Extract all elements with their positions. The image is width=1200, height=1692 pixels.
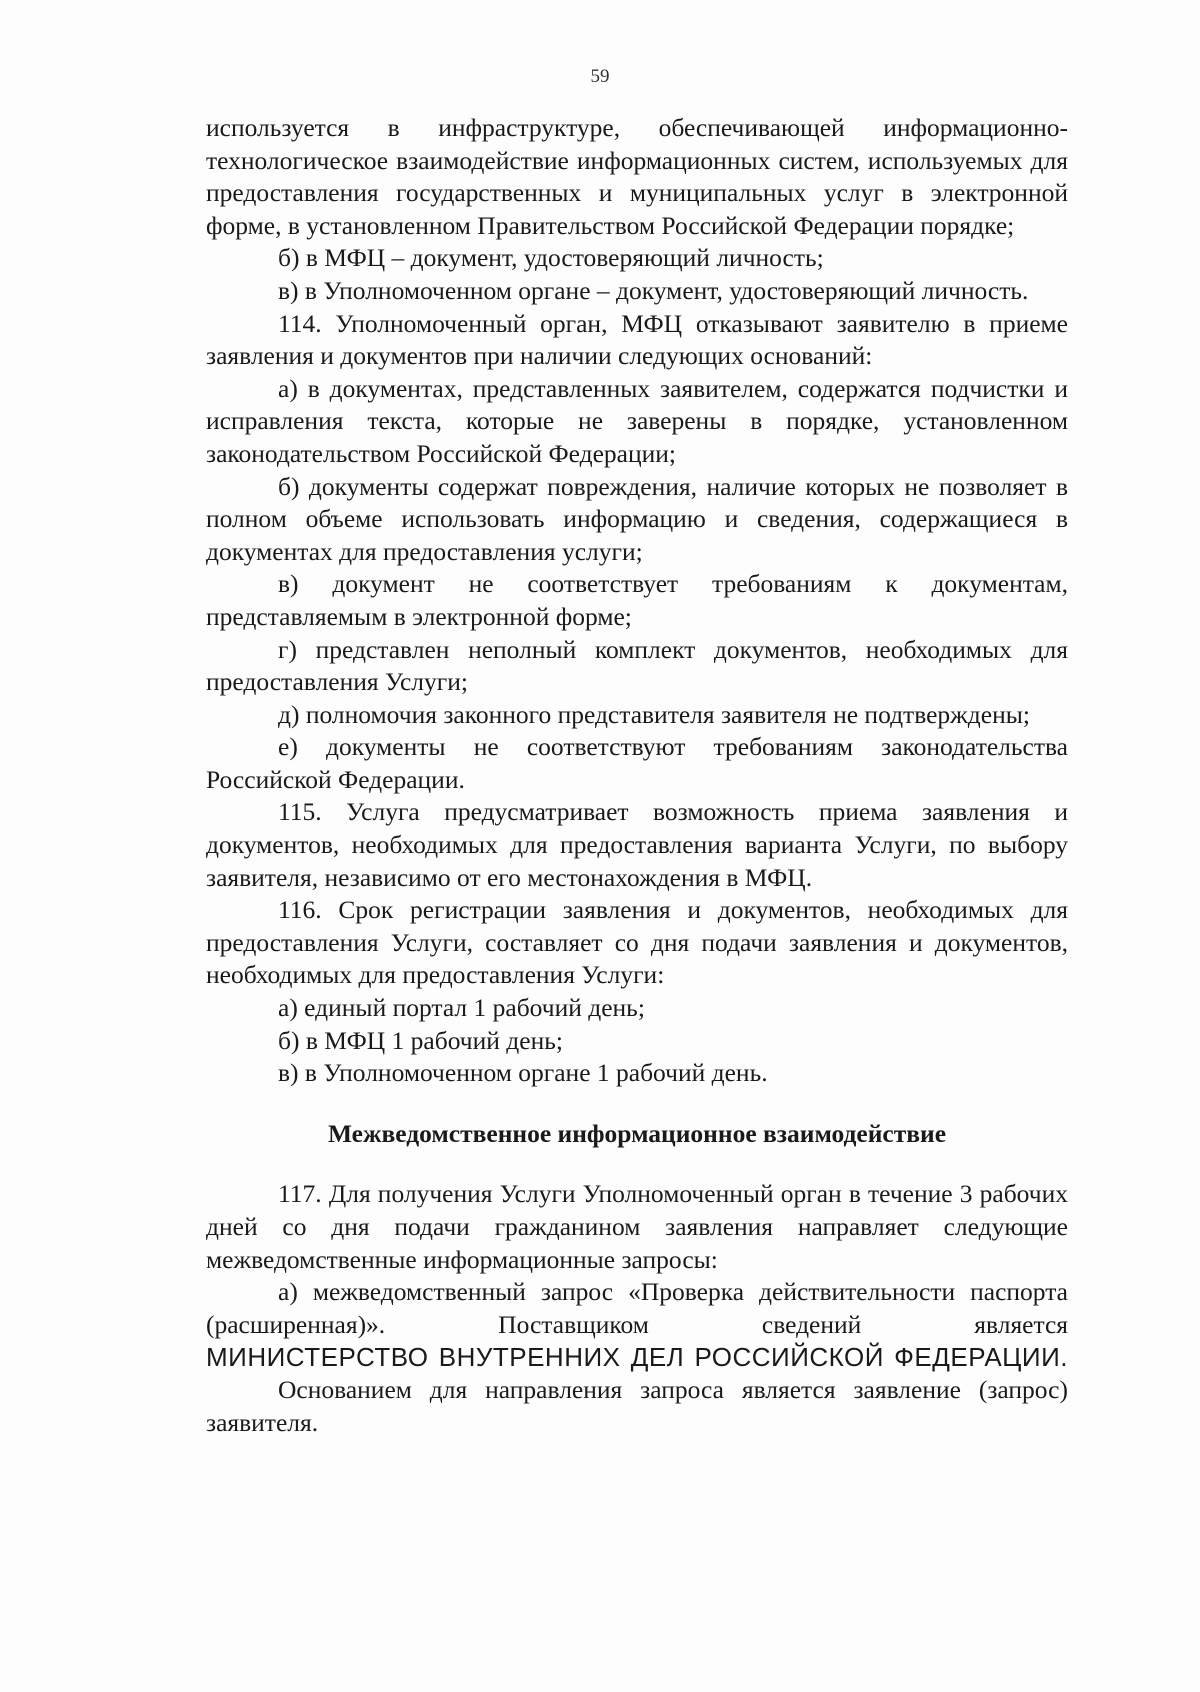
clause-116-item-v: в) в Уполномоченном органе 1 рабочий день.: [278, 1058, 768, 1088]
clause-115: 115. Услуга предусматривает возможность приема заявления и документов, необходимых для предоставления варианта Услуги, по выбору заявителя, независимо от его местонахождения в МФЦ.: [206, 797, 1068, 892]
clause-116-item-a: а) единый портал 1 рабочий день;: [278, 993, 645, 1023]
section-heading: Межведомственное информационное взаимодействие: [327, 1118, 947, 1148]
list-item-authority-document: в) в Уполномоченном органе – документ, удостоверяющий личность.: [278, 275, 1029, 305]
clause-114-item-d: д) полномочия законного представителя заявителя не подтверждены;: [278, 699, 1030, 729]
clause-114: 114. Уполномоченный орган, МФЦ отказывают заявителю в приеме заявления и документов при наличии следующих оснований:: [206, 308, 1068, 371]
clause-114-item-g: г) представлен неполный комплект документов, необходимых для предоставления Услуги;: [206, 634, 1068, 697]
clause-116: 116. Срок регистрации заявления и документов, необходимых для предоставления Услуги, составляет со дня подачи заявления и документов, необходимых для предоставления Услуги:: [206, 895, 1068, 990]
clause-117-item-a: а) межведомственный запрос «Проверка действительности паспорта (расширенная)». Поставщиком сведений является: [206, 1277, 1068, 1339]
page-number: 59: [590, 66, 610, 87]
list-item-mfc-document: б) в МФЦ – документ, удостоверяющий личность;: [278, 243, 824, 273]
paragraph-infrastructure: используется в инфраструктуре, обеспечивающей информационно-технологическое взаимодействие информационных систем, используемых для предоставления государственных и муниципальных услуг в электронной форме, в установленном Правительством Российской Федерации порядке;: [206, 113, 1068, 240]
request-basis: Основанием для направления запроса является заявление (запрос) заявителя.: [206, 1374, 1068, 1437]
ministry-name: МИНИСТЕРСТВО ВНУТРЕННИХ ДЕЛ РОССИЙСКОЙ ФЕДЕРАЦИИ.: [206, 1342, 1068, 1373]
clause-114-item-b: б) документы содержат повреждения, наличие которых не позволяет в полном объеме использовать информацию и сведения, содержащиеся в документах для предоставления услуги;: [206, 471, 1068, 566]
clause-117: 117. Для получения Услуги Уполномоченный орган в течение 3 рабочих дней со дня подачи гражданином заявления направляет следующие межведомственные информационные запросы:: [206, 1179, 1068, 1274]
document-body: [206, 112, 1068, 1439]
clause-116-item-b: б) в МФЦ 1 рабочий день;: [278, 1025, 563, 1055]
clause-114-item-v: в) документ не соответствует требованиям к документам, представляемым в электронной форме;: [206, 569, 1068, 631]
clause-114-item-a: а) в документах, представленных заявителем, содержатся подчистки и исправления текста, которые не заверены в порядке, установленном законодательством Российской Федерации;: [206, 373, 1068, 468]
clause-114-item-e: е) документы не соответствуют требованиям законодательства Российской Федерации.: [206, 732, 1068, 794]
